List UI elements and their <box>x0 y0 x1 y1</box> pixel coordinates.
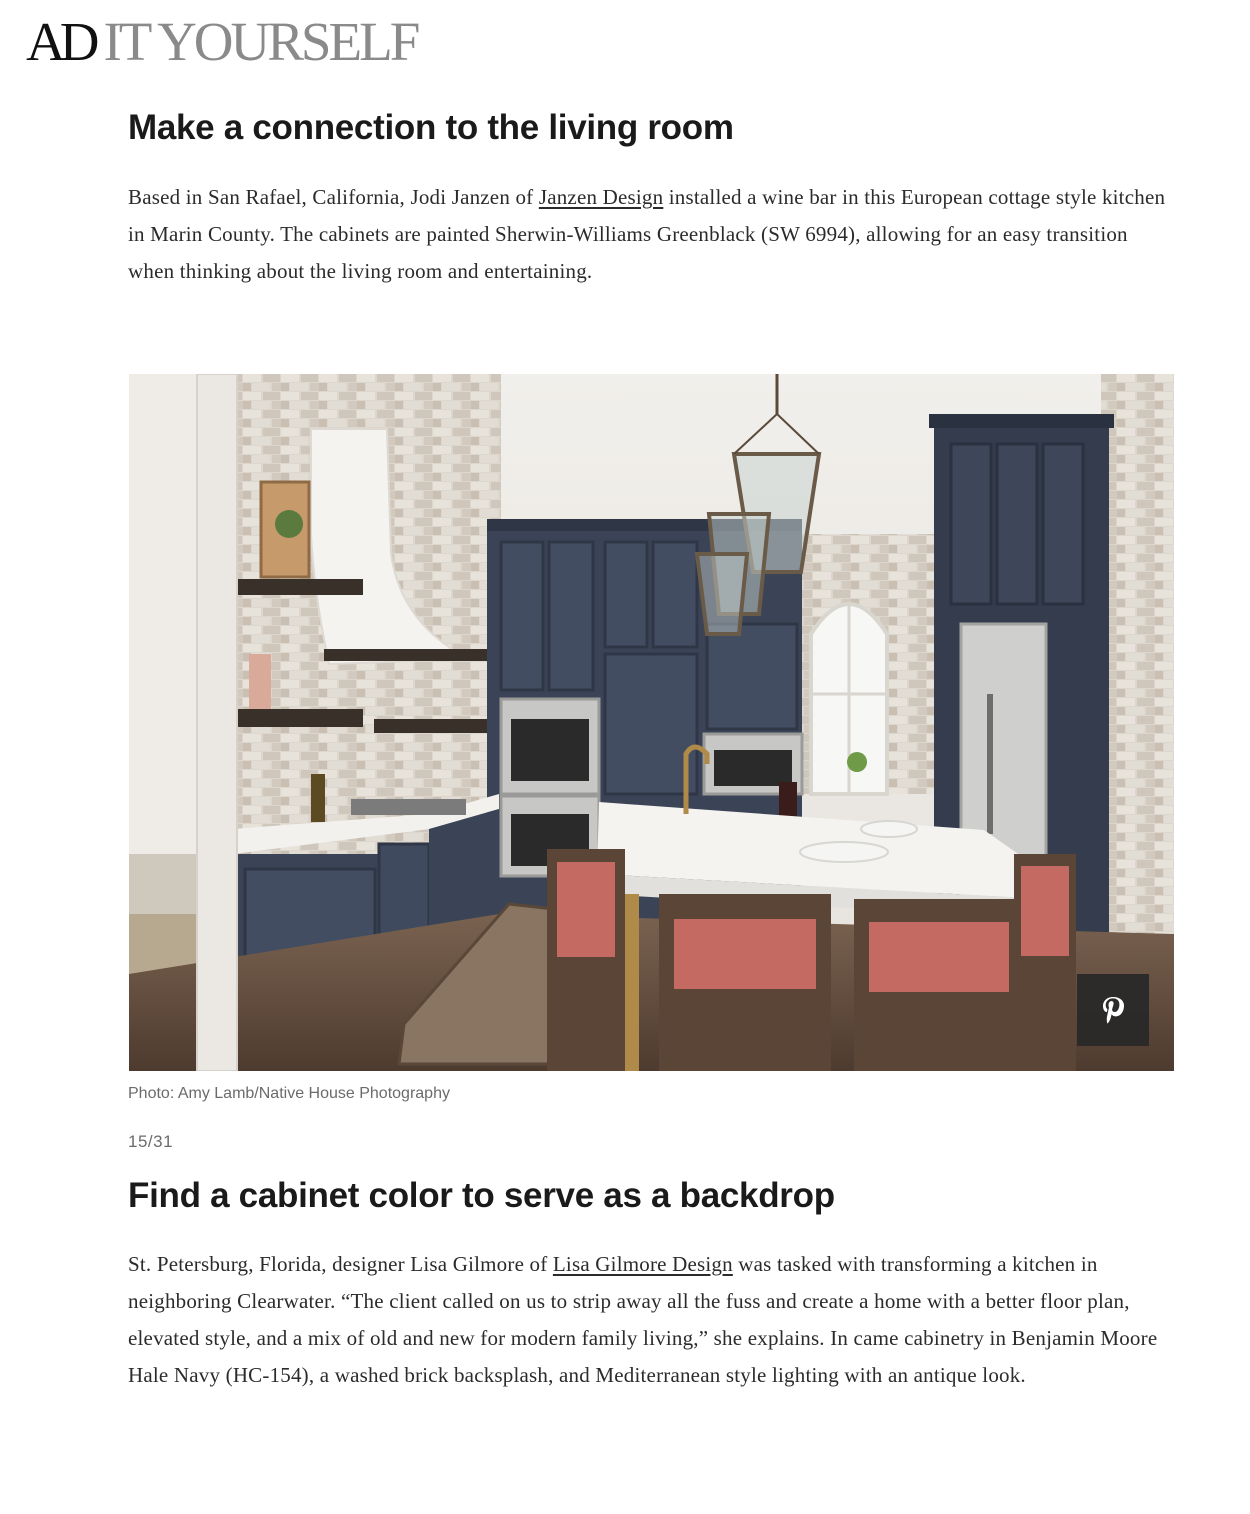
section-paragraph-cabinet-color <box>128 1246 1168 1394</box>
paragraph-text: was tasked with transforming a kitchen in neighboring Clearwater. “The client called on us to strip away all the fuss and create a home with a better floor plan, elevated style, and a mix of old and new for modern family living,” she explains. In came cabinetry in Benjamin Moore Hale Navy (HC-154), a washed brick backsplash, and Mediterranean style lighting with an antique look. <box>128 1252 1158 1387</box>
logo-it-yourself: IT YOURSELF <box>103 11 418 72</box>
slide-counter: 15/31 <box>128 1132 174 1151</box>
lisa-gilmore-design-link[interactable]: Lisa Gilmore Design <box>552 1252 733 1276</box>
section-heading-cabinet-color: Find a cabinet color to serve as a backdrop <box>128 1176 835 1215</box>
janzen-design-link[interactable]: Janzen Design <box>538 185 664 209</box>
paragraph-text: Based in San Rafael, California, Jodi Janzen of <box>128 185 539 209</box>
logo-ad: AD <box>26 11 94 72</box>
pinterest-button[interactable] <box>1077 974 1149 1046</box>
kitchen-photo <box>129 374 1174 1071</box>
site-logo[interactable] <box>26 11 418 72</box>
paragraph-text: St. Petersburg, Florida, designer Lisa Gilmore of <box>128 1252 553 1276</box>
kitchen-illustration <box>129 374 1174 1071</box>
section-paragraph-living-room <box>128 179 1168 290</box>
paragraph-text: installed a wine bar in this European cottage style kitchen in Marin County. The cabinets are painted Sherwin-Williams Greenblack (SW 6994), allowing for an easy transition when thinking about the living room and entertaining. <box>128 185 1166 283</box>
section-heading-living-room: Make a connection to the living room <box>128 108 734 147</box>
pinterest-icon <box>1100 995 1126 1025</box>
photo-caption: Photo: Amy Lamb/Native House Photography <box>128 1085 450 1102</box>
